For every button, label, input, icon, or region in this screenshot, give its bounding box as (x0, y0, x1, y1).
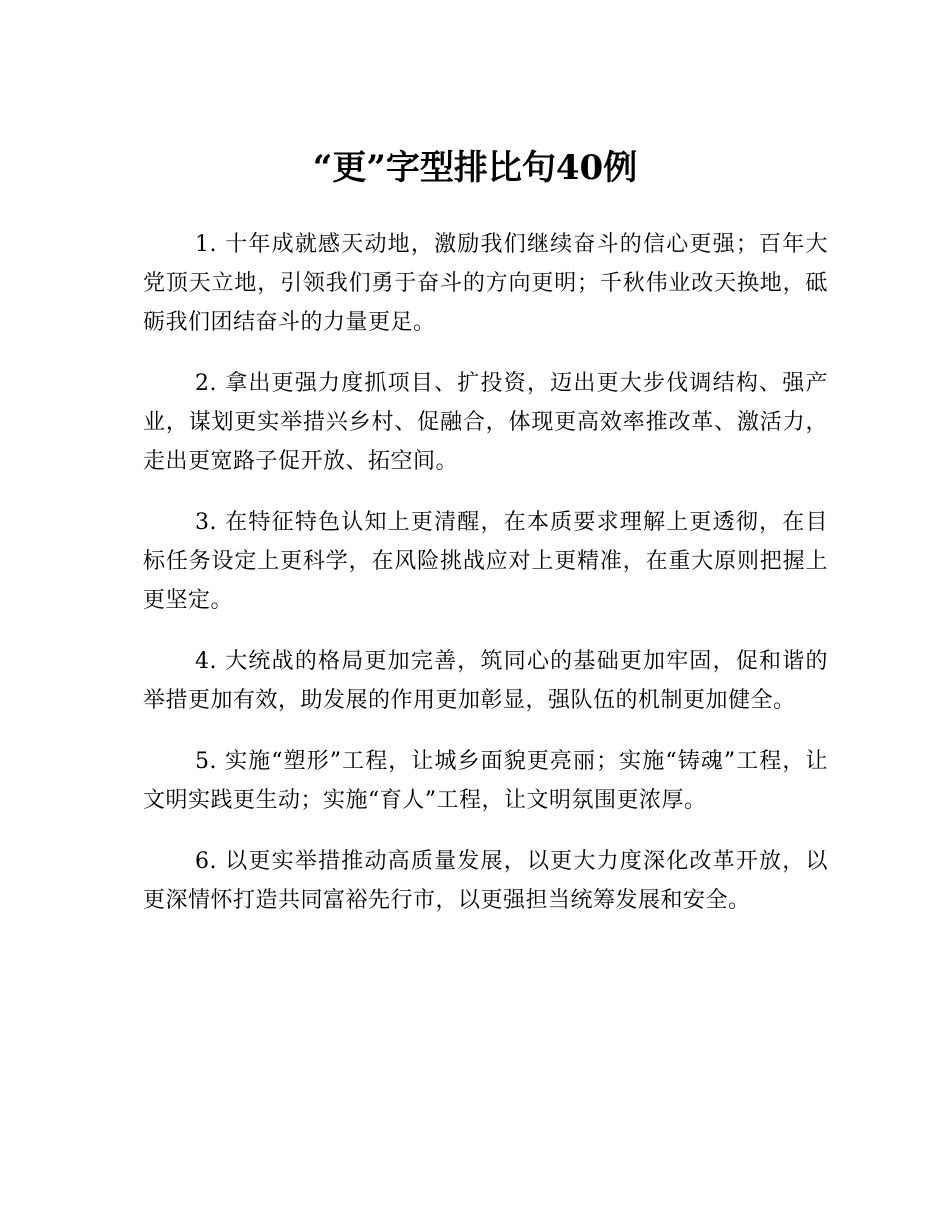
paragraph-2: 2. 拿出更强力度抓项目、扩投资，迈出更大步伐调结构、强产业，谋划更实举措兴乡村、促融合，体现更高效率推改革、激活力，走出更宽路子促开放、拓空间。 (143, 371, 828, 474)
paragraph-6: 6. 以更实举措推动高质量发展，以更大力度深化改革开放，以更深情怀打造共同富裕先行市，以更强担当统筹发展和安全。 (143, 849, 828, 913)
paragraph-1: 1. 十年成就感天动地，激励我们继续奋斗的信心更强；百年大党顶天立地，引领我们勇于奋斗的方向更明；千秋伟业改天换地，砥砺我们团结奋斗的力量更足。 (143, 232, 828, 335)
paragraph-4: 4. 大统战的格局更加完善，筑同心的基础更加牢固，促和谐的举措更加有效，助发展的作用更加彰显，强队伍的机制更加健全。 (143, 649, 828, 713)
document-body (143, 225, 828, 942)
paragraph-3: 3. 在特征特色认知上更清醒，在本质要求理解上更透彻，在目标任务设定上更科学，在风险挑战应对上更精准，在重大原则把握上更坚定。 (143, 510, 828, 613)
paragraph-5: 5. 实施“塑形”工程，让城乡面貌更亮丽；实施“铸魂”工程，让文明实践更生动；实施“育人”工程，让文明氛围更浓厚。 (143, 749, 828, 813)
document-title: “更”字型排比句40例 (312, 148, 638, 188)
